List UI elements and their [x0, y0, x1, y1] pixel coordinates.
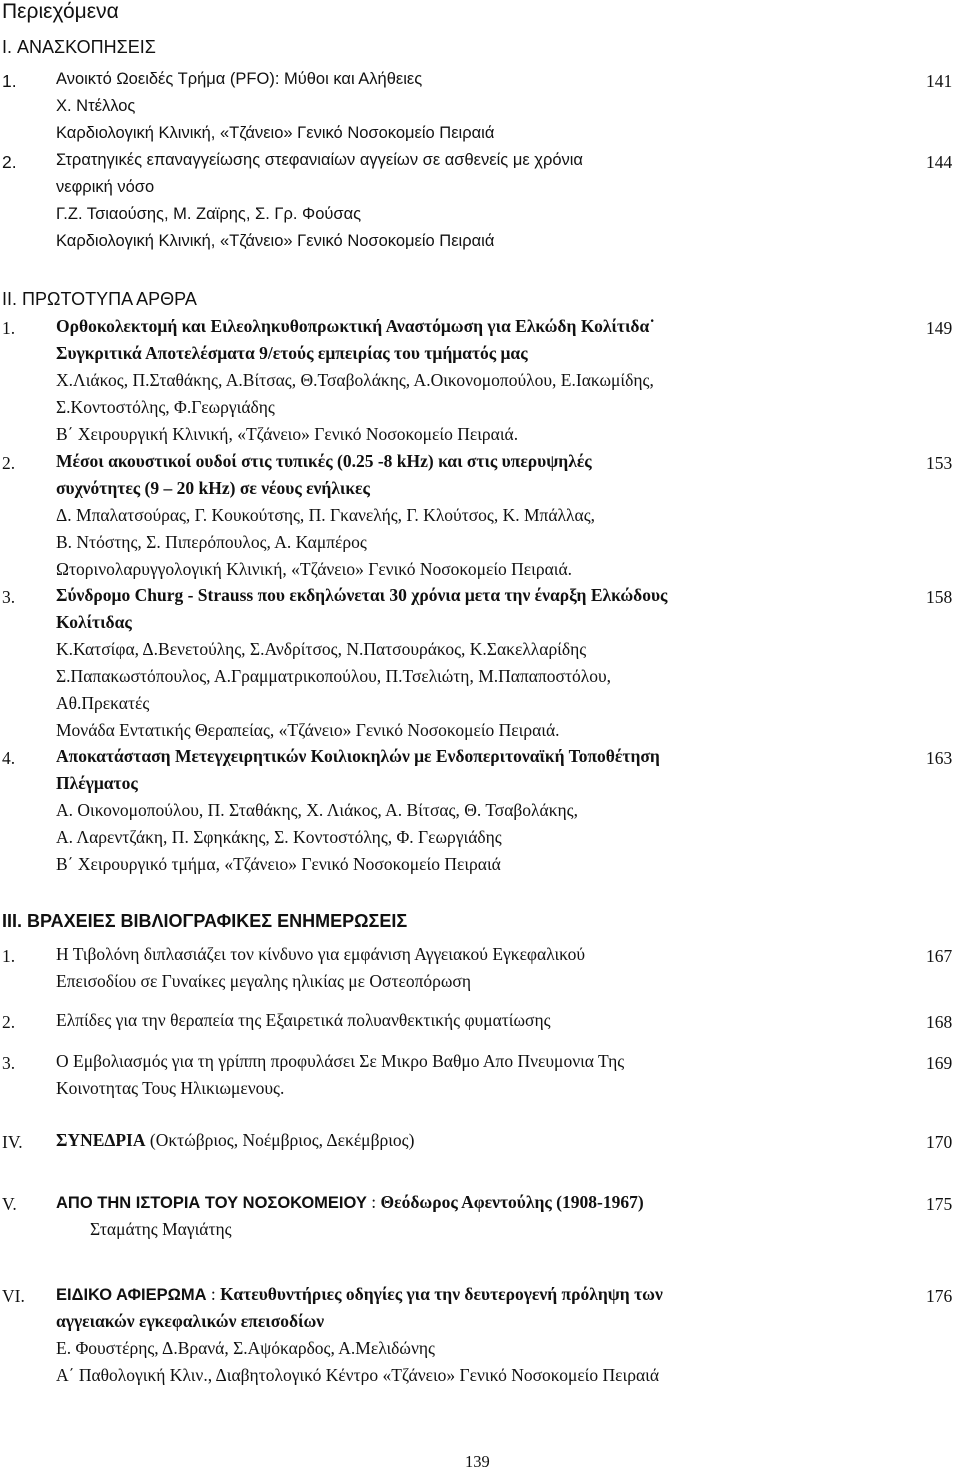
section-heading-original-articles: II. ΠΡΩΤΟΤΥΠΑ ΑΡΘΡΑ: [2, 289, 197, 309]
item-page-number: 175: [926, 1194, 953, 1214]
item-number: 1.: [2, 946, 16, 966]
item-authors: Δ. Μπαλατσούρας, Γ. Κουκούτσης, Π. Γκανελής, Γ. Κλούτσος, Κ. Μπάλλας,: [56, 505, 596, 525]
item-number: 1.: [2, 318, 16, 338]
item-page-number: 144: [926, 152, 953, 172]
item-title[interactable]: Ορθοκολεκτομή και Ειλεοληκυθοπρωκτική Αναστόμωση για Ελκώδη Κολίτιδα˙: [56, 316, 656, 336]
item-number: 2.: [2, 152, 17, 172]
section-heading-bibliographic-updates: III. ΒΡΑΧΕΙΕΣ ΒΙΒΛΙΟΓΡΑΦΙΚΕΣ ΕΝΗΜΕΡΩΣΕΙΣ: [2, 911, 408, 931]
item-title-continued: Κοινοτητας Τους Ηλικιωμενους.: [56, 1078, 285, 1098]
item-title-continued: Συγκριτικά Αποτελέσματα 9/ετούς εμπειρίας του τμήματός μας: [56, 343, 528, 363]
item-authors-continued: Α. Λαρεντζάκη, Π. Σφηκάκης, Σ. Κοντοστόλης, Φ. Γεωργιάδης: [56, 827, 502, 847]
item-number: 4.: [2, 748, 16, 768]
item-number: 3.: [2, 587, 16, 607]
item-page-number: 170: [926, 1132, 953, 1152]
item-affiliation: Α΄ Παθολογική Κλιν., Διαβητολογικό Κέντρο «Τζάνειο» Γενικό Νοσοκομείο Πειραιά: [56, 1365, 659, 1385]
item-page-number: 149: [926, 318, 953, 338]
item-authors-continued: Αθ.Πρεκατές: [56, 693, 150, 713]
item-authors: Ε. Φουστέρης, Δ.Βρανά, Σ.Αψόκαρδος, Α.Μελιδώνης: [56, 1338, 435, 1358]
item-affiliation: Καρδιολογική Κλινική, «Τζάνειο» Γενικό Νοσοκομείο Πειραιά: [56, 124, 495, 142]
item-page-number: 176: [926, 1286, 953, 1306]
tribute-subject: Κατευθυντήριες οδηγίες για την δευτερογενή πρόληψη των: [220, 1284, 663, 1304]
item-number: 1.: [2, 71, 17, 91]
item-page-number: 153: [926, 453, 953, 473]
item-title[interactable]: Αποκατάσταση Μετεγχειρητικών Κοιλιοκηλών με Ενδοπεριτοναϊκή Τοποθέτηση: [56, 746, 660, 766]
section-title-conferences[interactable]: [56, 1127, 414, 1154]
item-page-number: 141: [926, 71, 953, 91]
item-title-continued: Κολίτιδας: [56, 612, 132, 632]
section-number: V.: [2, 1194, 17, 1214]
item-title[interactable]: Στρατηγικές επαναγγείωσης στεφανιαίων αγγείων σε ασθενείς με χρόνια: [56, 151, 583, 169]
conferences-months: (Οκτώβριος, Νοέμβριος, Δεκέμβριος): [145, 1130, 415, 1150]
item-page-number: 167: [926, 946, 953, 966]
item-authors: Σταμάτης Μαγιάτης: [90, 1219, 232, 1239]
item-page-number: 163: [926, 748, 953, 768]
item-authors: Χ.Λιάκος, Π.Σταθάκης, Α.Βίτσας, Θ.Τσαβολάκης, Α.Οικονομοπούλου, Ε.Ιακωμίδης,: [56, 370, 654, 390]
item-title[interactable]: Σύνδρομο Churg - Strauss που εκδηλώνεται 30 χρόνια μετα την έναρξη Ελκώδους: [56, 585, 668, 605]
item-affiliation: Ωτορινολαρυγγολογική Κλινική, «Τζάνειο» Γενικό Νοσοκομείο Πειραιά.: [56, 559, 573, 579]
item-title[interactable]: Η Τιβολόνη διπλασιάζει τον κίνδυνο για εμφάνιση Αγγειακού Εγκεφαλικού: [56, 944, 586, 964]
item-page-number: 158: [926, 587, 953, 607]
history-subject: Θεόδωρος Αφεντούλης (1908-1967): [380, 1192, 644, 1212]
item-title[interactable]: Ελπίδες για την θεραπεία της Εξαιρετικά πολυανθεκτικής φυματίωσης: [56, 1010, 551, 1030]
item-page-number: 168: [926, 1012, 953, 1032]
page-title: Περιεχόμενα: [2, 0, 119, 23]
footer-page-number: 139: [465, 1452, 490, 1471]
item-title[interactable]: Μέσοι ακουστικοί ουδοί στις τυπικές (0.25 -8 kHz) και στις υπερυψηλές: [56, 451, 592, 471]
item-title[interactable]: Ανοικτό Ωοειδές Τρήμα (PFO): Μύθοι και Αλήθειες: [56, 70, 423, 88]
item-authors: Γ.Ζ. Τσιαούσης, Μ. Ζαϊρης, Σ. Γρ. Φούσας: [56, 205, 362, 223]
item-authors-continued: Σ.Παπακωστόπουλος, Α.Γραμματρικοπούλου, Π.Τσελιώτη, Μ.Παπαποστόλου,: [56, 666, 612, 686]
item-title-continued: αγγειακών εγκεφαλικών επεισοδίων: [56, 1311, 325, 1331]
item-authors-continued: Σ.Κοντοστόλης, Φ.Γεωργιάδης: [56, 397, 275, 417]
item-authors: Κ.Κατσίφα, Δ.Βενετούλης, Σ.Ανδρίτσος, Ν.Πατσουράκος, Κ.Σακελλαρίδης: [56, 639, 587, 659]
history-label: ΑΠΟ ΤΗΝ ΙΣΤΟΡΙΑ ΤΟΥ ΝΟΣΟΚΟΜΕΙΟΥ: [56, 1194, 367, 1212]
item-affiliation: Β΄ Χειρουργική Κλινική, «Τζάνειο» Γενικό Νοσοκομείο Πειραιά.: [56, 424, 519, 444]
item-authors: Χ. Ντέλλος: [56, 97, 136, 115]
item-authors: Α. Οικονομοπούλου, Π. Σταθάκης, Χ. Λιάκος, Α. Βίτσας, Θ. Τσαβολάκης,: [56, 800, 578, 820]
item-title-continued: νεφρική νόσο: [56, 178, 155, 196]
item-authors-continued: Β. Ντόστης, Σ. Πιπερόπουλος, Α. Καμπέρος: [56, 532, 367, 552]
item-number: 2.: [2, 453, 16, 473]
item-affiliation: Καρδιολογική Κλινική, «Τζάνειο» Γενικό Νοσοκομείο Πειραιά: [56, 232, 495, 250]
item-page-number: 169: [926, 1053, 953, 1073]
item-number: 3.: [2, 1053, 16, 1073]
item-title-continued: Επεισοδίου σε Γυναίκες μεγαλης ηλικίας με Οστεοπόρωση: [56, 971, 471, 991]
history-separator: :: [366, 1192, 381, 1212]
item-title-continued: Πλέγματος: [56, 773, 138, 793]
conferences-label: ΣΥΝΕΔΡΙΑ: [56, 1130, 146, 1150]
item-title[interactable]: Ο Εμβολιασμός για τη γρίππη προφυλάσει Σε Μικρο Βαθμο Απο Πνευμονια Της: [56, 1051, 625, 1071]
section-title-hospital-history[interactable]: [56, 1189, 644, 1217]
item-title-continued: συχνότητες (9 – 20 kHz) σε νέους ενήλικες: [56, 478, 370, 498]
tribute-separator: :: [206, 1284, 221, 1304]
section-title-special-tribute[interactable]: [56, 1281, 663, 1309]
item-affiliation: Β΄ Χειρουργικό τμήμα, «Τζάνειο» Γενικό Νοσοκομείο Πειραιά: [56, 854, 501, 874]
item-number: 2.: [2, 1012, 16, 1032]
section-number: VI.: [2, 1286, 25, 1306]
section-heading-reviews: I. ΑΝΑΣΚΟΠΗΣΕΙΣ: [2, 37, 156, 57]
tribute-label: ΕΙΔΙΚΟ ΑΦΙΕΡΩΜΑ: [56, 1286, 207, 1304]
item-affiliation: Μονάδα Εντατικής Θεραπείας, «Τζάνειο» Γενικό Νοσοκομείο Πειραιά.: [56, 720, 560, 740]
section-number: IV.: [2, 1132, 23, 1152]
